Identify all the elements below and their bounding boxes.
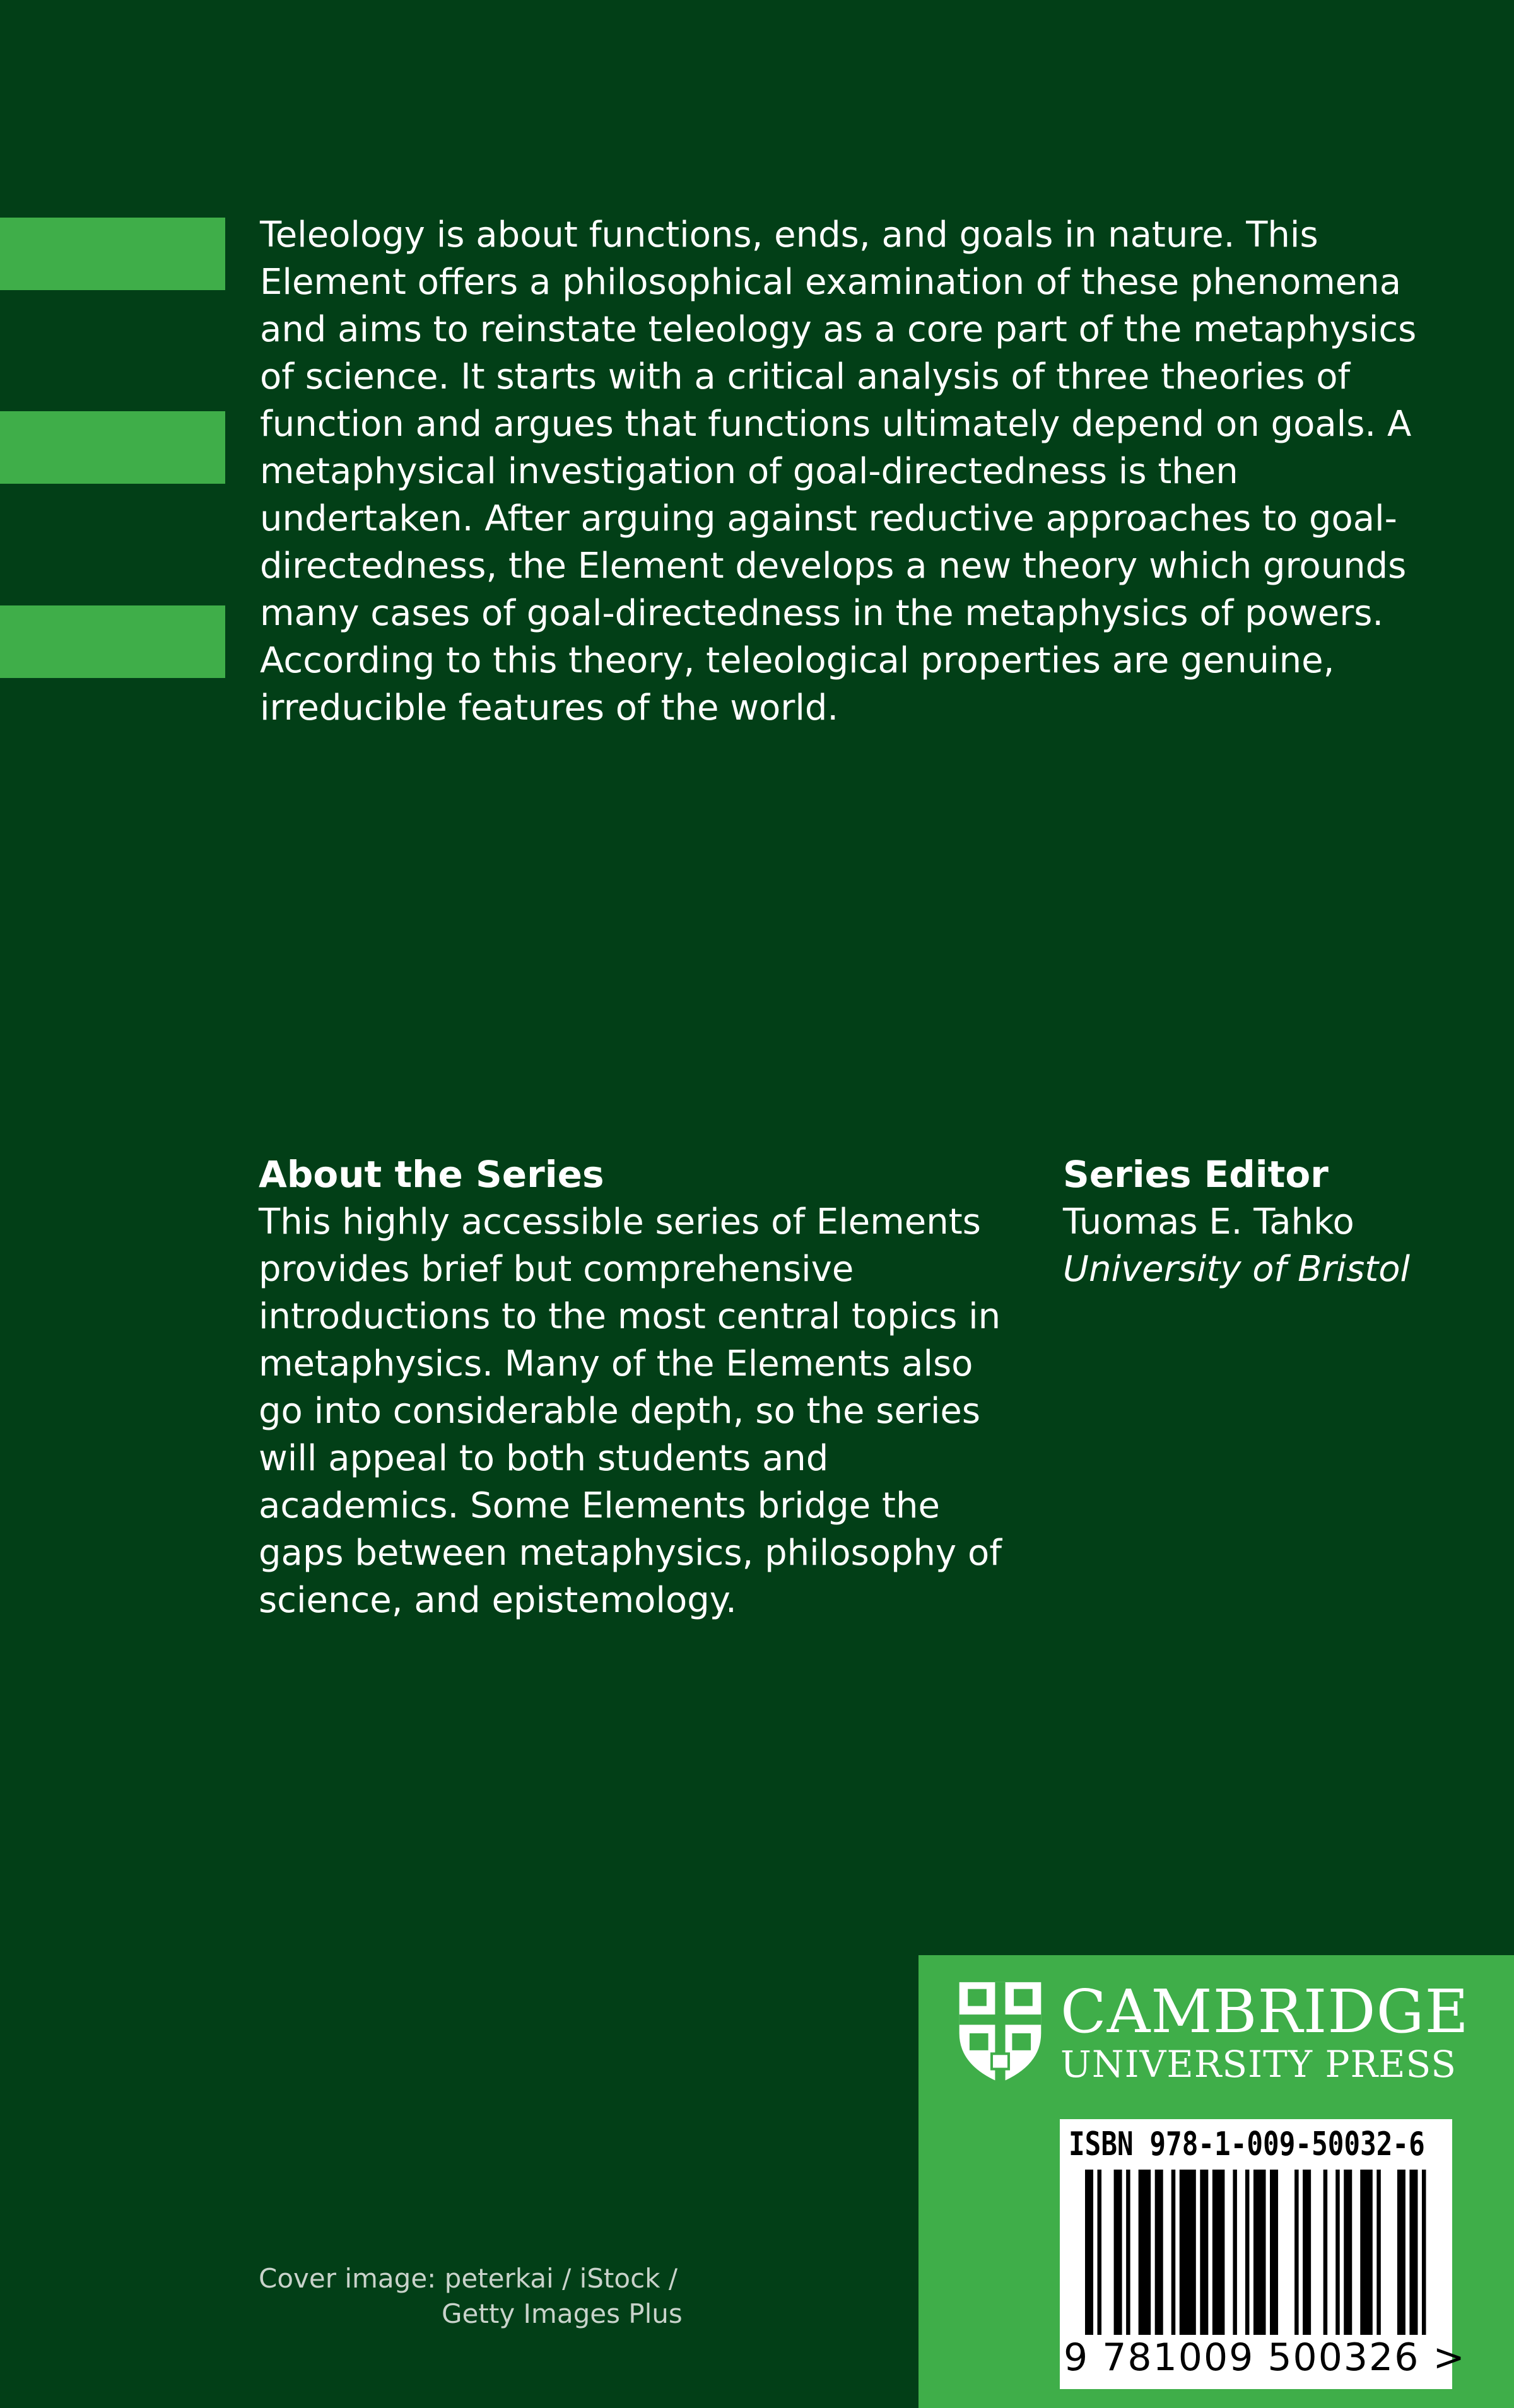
barcode-bar — [1114, 2170, 1122, 2335]
barcode-bar — [1294, 2170, 1299, 2335]
isbn-label: ISBN 978-1-009-50032-6 — [1069, 2125, 1425, 2163]
about-series-section — [259, 1151, 1016, 1624]
accent-bar-middle — [0, 411, 225, 484]
barcode-bar — [1397, 2170, 1405, 2335]
barcode-bar — [1303, 2170, 1311, 2335]
book-blurb: Teleology is about functions, ends, and goals in nature. This Element offers a philosophical examination of these phenomena and aims to reinstate teleology as a core part of the metaphysics of science. It starts with a critical analysis of three theories of function and argues that functions ultimately depend on goals. A metaphysical investigation of goal-directedness is then undertaken. After arguing against reductive approaches to goal-directedness, the Element develops a new theory which grounds many cases of goal-directedness in the metaphysics of powers. According to this theory, teleological properties are genuine, irreducible features of the world. — [260, 214, 1417, 728]
isbn-barcode — [1060, 2119, 1466, 2389]
barcode-bar — [1139, 2170, 1151, 2335]
publisher-name-line2: UNIVERSITY PRESS — [1060, 2043, 1457, 2086]
publisher-name — [1060, 1977, 1469, 2086]
credit-line-2: Getty Images Plus — [442, 2298, 683, 2329]
series-editor-section — [1063, 1151, 1467, 1293]
barcode-bar — [1171, 2170, 1176, 2335]
accent-bar-top — [0, 218, 225, 290]
barcode-bars — [1085, 2170, 1438, 2335]
barcode-bar — [1344, 2170, 1352, 2335]
cover-image-credit — [259, 2261, 683, 2332]
barcode-bar — [1212, 2170, 1225, 2335]
barcode-bar — [1360, 2170, 1373, 2335]
publisher-panel — [918, 1955, 1514, 2408]
barcode-bar — [1409, 2170, 1417, 2335]
series-editor-name: Tuomas E. Tahko — [1063, 1201, 1354, 1242]
series-editor-heading: Series Editor — [1063, 1153, 1329, 1196]
barcode-digits: 9 781009 500326 > — [1064, 2335, 1466, 2380]
barcode-bar — [1335, 2170, 1340, 2335]
series-editor-affiliation: University of Bristol — [1063, 1249, 1411, 1290]
credit-line-1: Cover image: peterkai / iStock / — [259, 2263, 678, 2294]
barcode-bar — [1155, 2170, 1163, 2335]
barcode-bar — [1098, 2170, 1102, 2335]
barcode-bar — [1376, 2170, 1381, 2335]
barcode-bar — [1323, 2170, 1328, 2335]
barcode-bar — [1126, 2170, 1130, 2335]
barcode-bar — [1422, 2170, 1426, 2335]
about-series-heading: About the Series — [259, 1153, 604, 1196]
barcode-bar — [1180, 2170, 1196, 2335]
barcode-bar — [1085, 2170, 1093, 2335]
publisher-name-line1: CAMBRIDGE — [1060, 1977, 1469, 2047]
barcode-bar — [1253, 2170, 1266, 2335]
barcode-bar — [1233, 2170, 1237, 2335]
barcode-bar — [1200, 2170, 1208, 2335]
cambridge-crest-icon — [958, 1980, 1043, 2084]
about-series-text: This highly accessible series of Elements provides brief but comprehensive introductions to the most central topics in metaphysics. Many of the Elements also go into considerable depth, so the series will appeal to both students and academics. Some Elements bridge the gaps between metaphysics, philosophy of science, and epistemology. — [259, 1201, 1002, 1621]
barcode-bar — [1270, 2170, 1278, 2335]
barcode-bar — [1245, 2170, 1250, 2335]
accent-bar-bottom — [0, 605, 225, 678]
